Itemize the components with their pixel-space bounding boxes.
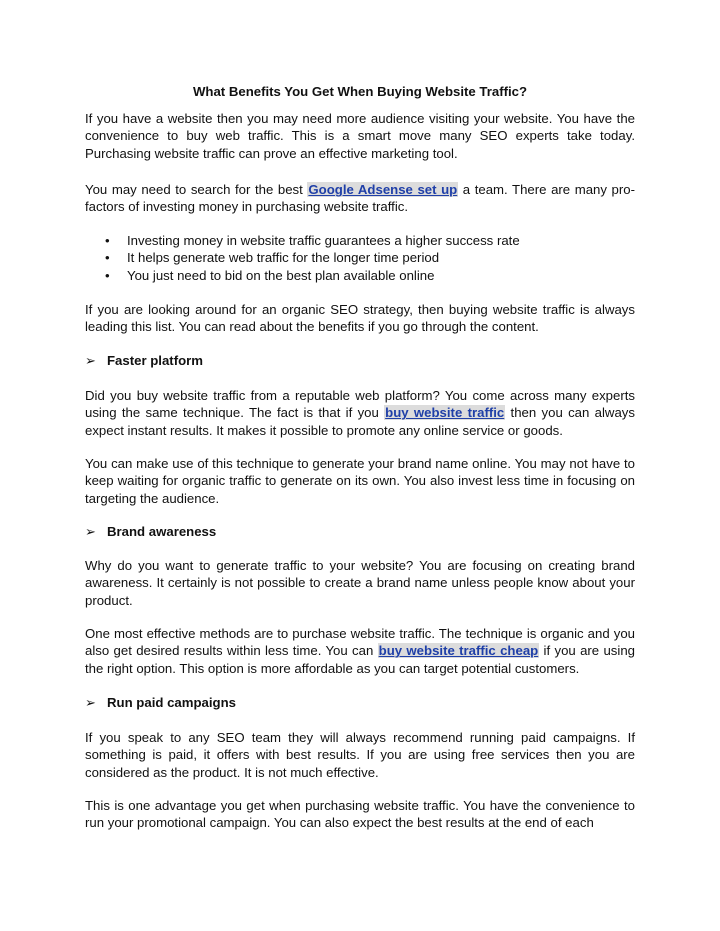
paragraph-organic-seo: If you are looking around for an organic SEO strategy, then buying website traffic is always leading this list. You can read about the benefits if you go through the content. [85,302,635,335]
paragraph-text: One most effective methods are to purchase website traffic. The technique is organic and you also get desired results within less time. You can [85,626,635,659]
arrow-bullet-icon: ➢ [85,524,97,539]
heading-faster-platform [85,352,635,369]
paragraph-text: a team. There are many pro-factors of investing money in purchasing website traffic. [85,182,635,215]
paragraph-adsense [85,181,635,216]
paragraph-advantage: This is one advantage you get when purchasing website traffic. You have the convenience to run your promotional campaign. You can also expect the best results at the end of each [85,798,635,831]
paragraph-text: if you are using the right option. This option is more affordable as you can target potential customers. [85,643,635,676]
paragraph-text: then you can always expect instant results. It makes it possible to promote any online service or goods. [85,405,635,438]
bullet-icon: • [105,250,110,266]
heading-text: Brand awareness [107,524,217,539]
paragraph-text: You may need to search for the best [85,182,308,197]
google-adsense-link[interactable]: Google Adsense set up [308,182,458,197]
list-item [85,232,635,249]
arrow-bullet-icon: ➢ [85,353,97,368]
buy-website-traffic-link[interactable]: buy website traffic [385,405,505,421]
paragraph-text: Did you buy website traffic from a reputable web platform? You come across many experts using the same technique. The fact is that if you [85,388,635,421]
arrow-bullet-icon: ➢ [85,695,97,710]
heading-brand-awareness [85,523,635,540]
paragraph-brand-online: You can make use of this technique to generate your brand name online. You may not have to keep waiting for organic traffic to generate on its own. You also invest less time in focusing on targeting the audience. [85,456,635,506]
heading-text: Faster platform [107,353,203,368]
paragraph-paid-campaigns: If you speak to any SEO team they will always recommend running paid campaigns. If something is paid, it offers with best results. If you are using free services then you are considered as the product. It is not much effective. [85,730,635,780]
heading-run-paid-campaigns [85,694,635,711]
list-item [85,249,635,266]
list-item-text: It helps generate web traffic for the longer time period [127,250,440,266]
bullet-icon: • [105,233,110,248]
heading-text: Run paid campaigns [107,695,236,710]
list-item-text: You just need to bid on the best plan available online [127,267,435,283]
document-title: What Benefits You Get When Buying Website Traffic? [192,84,528,99]
list-item [85,267,635,284]
paragraph-intro: If you have a website then you may need more audience visiting your website. You have the convenience to buy web traffic. This is a smart move many SEO experts take today. Purchasing website traffic can prove an effective marketing tool. [85,111,635,161]
benefits-list [85,232,635,284]
list-item-text: Investing money in website traffic guarantees a higher success rate [127,233,520,248]
buy-website-traffic-cheap-link[interactable]: buy website traffic cheap [378,643,539,659]
paragraph-generate-traffic: Why do you want to generate traffic to your website? You are focusing on creating brand awareness. It certainly is not possible to create a brand name unless people know about your product. [85,558,635,608]
paragraph-effective-methods [85,625,635,677]
paragraph-reputable-platform [85,387,635,439]
bullet-icon: • [105,267,110,283]
